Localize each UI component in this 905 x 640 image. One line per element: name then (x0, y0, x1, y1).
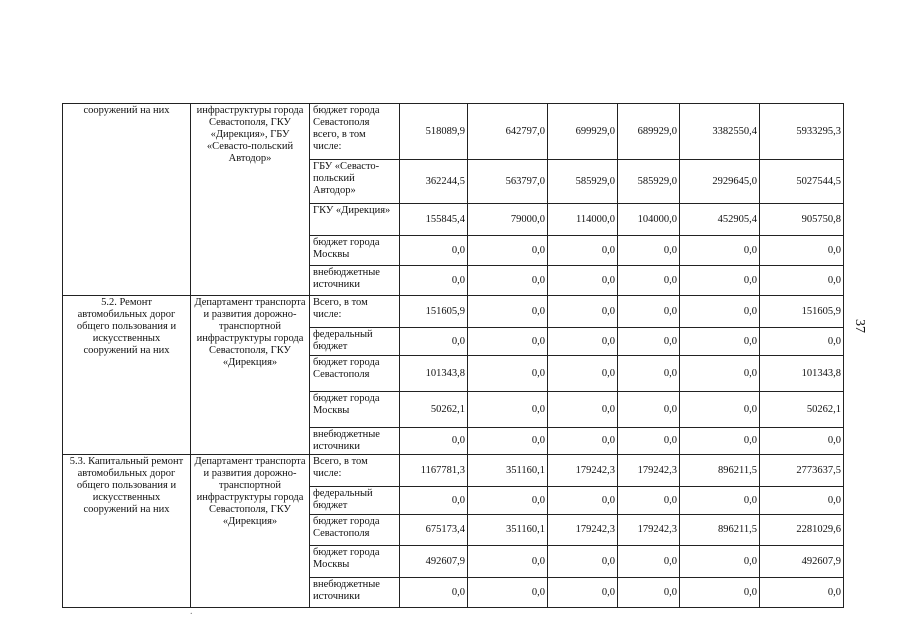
value-cell: 0,0 (618, 328, 680, 356)
page-mark: . (190, 606, 193, 617)
value-cell: 5933295,3 (760, 104, 844, 160)
value-cell: 151605,9 (400, 296, 468, 328)
value-cell: 0,0 (400, 266, 468, 296)
value-cell: 179242,3 (618, 455, 680, 487)
value-cell: 0,0 (760, 578, 844, 608)
value-cell: 0,0 (548, 236, 618, 266)
value-cell: 1167781,3 (400, 455, 468, 487)
value-cell: 492607,9 (760, 546, 844, 578)
value-cell: 0,0 (400, 487, 468, 515)
funding-source-cell: ГКУ «Дирекция» (310, 204, 400, 236)
value-cell: 0,0 (400, 428, 468, 455)
value-cell: 5027544,5 (760, 160, 844, 204)
value-cell: 104000,0 (618, 204, 680, 236)
value-cell: 0,0 (400, 578, 468, 608)
value-cell: 179242,3 (548, 515, 618, 546)
value-cell: 50262,1 (400, 392, 468, 428)
value-cell: 101343,8 (760, 356, 844, 392)
value-cell: 0,0 (618, 578, 680, 608)
value-cell: 155845,4 (400, 204, 468, 236)
funding-source-cell: бюджет города Москвы (310, 546, 400, 578)
value-cell: 0,0 (680, 487, 760, 515)
value-cell: 0,0 (760, 487, 844, 515)
page-number: 37 (852, 319, 867, 333)
value-cell: 351160,1 (468, 515, 548, 546)
value-cell: 0,0 (760, 236, 844, 266)
table-body (63, 104, 844, 608)
value-cell: 492607,9 (400, 546, 468, 578)
funding-source-cell: внебюджетные источники (310, 578, 400, 608)
value-cell: 2929645,0 (680, 160, 760, 204)
value-cell: 179242,3 (548, 455, 618, 487)
value-cell: 0,0 (468, 487, 548, 515)
value-cell: 2773637,5 (760, 455, 844, 487)
funding-source-cell: Всего, в том числе: (310, 296, 400, 328)
value-cell: 0,0 (680, 578, 760, 608)
value-cell: 0,0 (680, 546, 760, 578)
value-cell: 0,0 (548, 392, 618, 428)
value-cell: 0,0 (618, 296, 680, 328)
value-cell: 0,0 (680, 236, 760, 266)
value-cell: 0,0 (468, 328, 548, 356)
value-cell: 0,0 (618, 356, 680, 392)
value-cell: 0,0 (548, 356, 618, 392)
value-cell: 518089,9 (400, 104, 468, 160)
table-row (63, 455, 844, 487)
value-cell: 896211,5 (680, 455, 760, 487)
value-cell: 0,0 (680, 266, 760, 296)
funding-source-cell: бюджет города Севастополя (310, 356, 400, 392)
value-cell: 50262,1 (760, 392, 844, 428)
value-cell: 689929,0 (618, 104, 680, 160)
value-cell: 0,0 (468, 546, 548, 578)
value-cell: 675173,4 (400, 515, 468, 546)
value-cell: 585929,0 (548, 160, 618, 204)
value-cell: 0,0 (468, 356, 548, 392)
value-cell: 0,0 (680, 428, 760, 455)
value-cell: 0,0 (760, 428, 844, 455)
value-cell: 563797,0 (468, 160, 548, 204)
value-cell: 585929,0 (618, 160, 680, 204)
funding-source-cell: бюджет города Москвы (310, 236, 400, 266)
value-cell: 2281029,6 (760, 515, 844, 546)
value-cell: 0,0 (548, 428, 618, 455)
funding-source-cell: Всего, в том числе: (310, 455, 400, 487)
budget-table (62, 103, 844, 608)
value-cell: 362244,5 (400, 160, 468, 204)
value-cell: 101343,8 (400, 356, 468, 392)
value-cell: 0,0 (548, 266, 618, 296)
value-cell: 0,0 (468, 236, 548, 266)
measure-name-cell: 5.3. Капитальный ремонт автомобильных дорог общего пользования и искусственных сооружений на них (63, 455, 191, 608)
value-cell: 0,0 (468, 266, 548, 296)
value-cell: 0,0 (680, 328, 760, 356)
value-cell: 452905,4 (680, 204, 760, 236)
measure-name-cell: сооружений на них (63, 104, 191, 296)
funding-source-cell: федеральный бюджет (310, 328, 400, 356)
funding-source-cell: бюджет города Севастополя (310, 515, 400, 546)
value-cell: 0,0 (618, 546, 680, 578)
value-cell: 0,0 (618, 487, 680, 515)
value-cell: 151605,9 (760, 296, 844, 328)
value-cell: 0,0 (548, 546, 618, 578)
executor-cell: Департамент транспорта и развития дорожно-транспортной инфраструктуры города Севастополя, ГКУ «Дирекция» (191, 455, 310, 608)
value-cell: 0,0 (468, 578, 548, 608)
value-cell: 0,0 (760, 266, 844, 296)
value-cell: 3382550,4 (680, 104, 760, 160)
executor-cell: Департамент транспорта и развития дорожно-транспортной инфраструктуры города Севастополя, ГКУ «Дирекция» (191, 296, 310, 455)
measure-name-cell: 5.2. Ремонт автомобильных дорог общего пользования и искусственных сооружений на них (63, 296, 191, 455)
value-cell: 0,0 (468, 428, 548, 455)
value-cell: 896211,5 (680, 515, 760, 546)
funding-source-cell: бюджет города Москвы (310, 392, 400, 428)
value-cell: 699929,0 (548, 104, 618, 160)
value-cell: 0,0 (618, 428, 680, 455)
value-cell: 642797,0 (468, 104, 548, 160)
value-cell: 0,0 (680, 392, 760, 428)
value-cell: 0,0 (548, 328, 618, 356)
funding-source-cell: внебюджетные источники (310, 428, 400, 455)
value-cell: 0,0 (400, 328, 468, 356)
value-cell: 0,0 (548, 296, 618, 328)
value-cell: 0,0 (680, 296, 760, 328)
value-cell: 0,0 (760, 328, 844, 356)
value-cell: 179242,3 (618, 515, 680, 546)
table-row (63, 104, 844, 160)
value-cell: 0,0 (468, 392, 548, 428)
value-cell: 351160,1 (468, 455, 548, 487)
value-cell: 0,0 (548, 578, 618, 608)
value-cell: 0,0 (548, 487, 618, 515)
funding-source-cell: ГБУ «Севасто-польский Автодор» (310, 160, 400, 204)
value-cell: 0,0 (618, 236, 680, 266)
value-cell: 0,0 (680, 356, 760, 392)
value-cell: 0,0 (618, 392, 680, 428)
value-cell: 0,0 (400, 236, 468, 266)
executor-cell: инфраструктуры города Севастополя, ГКУ «Дирекция», ГБУ «Севасто-польский Автодор» (191, 104, 310, 296)
funding-source-cell: бюджет города Севастополя всего, в том числе: (310, 104, 400, 160)
value-cell: 0,0 (468, 296, 548, 328)
value-cell: 79000,0 (468, 204, 548, 236)
value-cell: 0,0 (618, 266, 680, 296)
value-cell: 905750,8 (760, 204, 844, 236)
funding-source-cell: федеральный бюджет (310, 487, 400, 515)
table-row (63, 296, 844, 328)
funding-source-cell: внебюджетные источники (310, 266, 400, 296)
value-cell: 114000,0 (548, 204, 618, 236)
